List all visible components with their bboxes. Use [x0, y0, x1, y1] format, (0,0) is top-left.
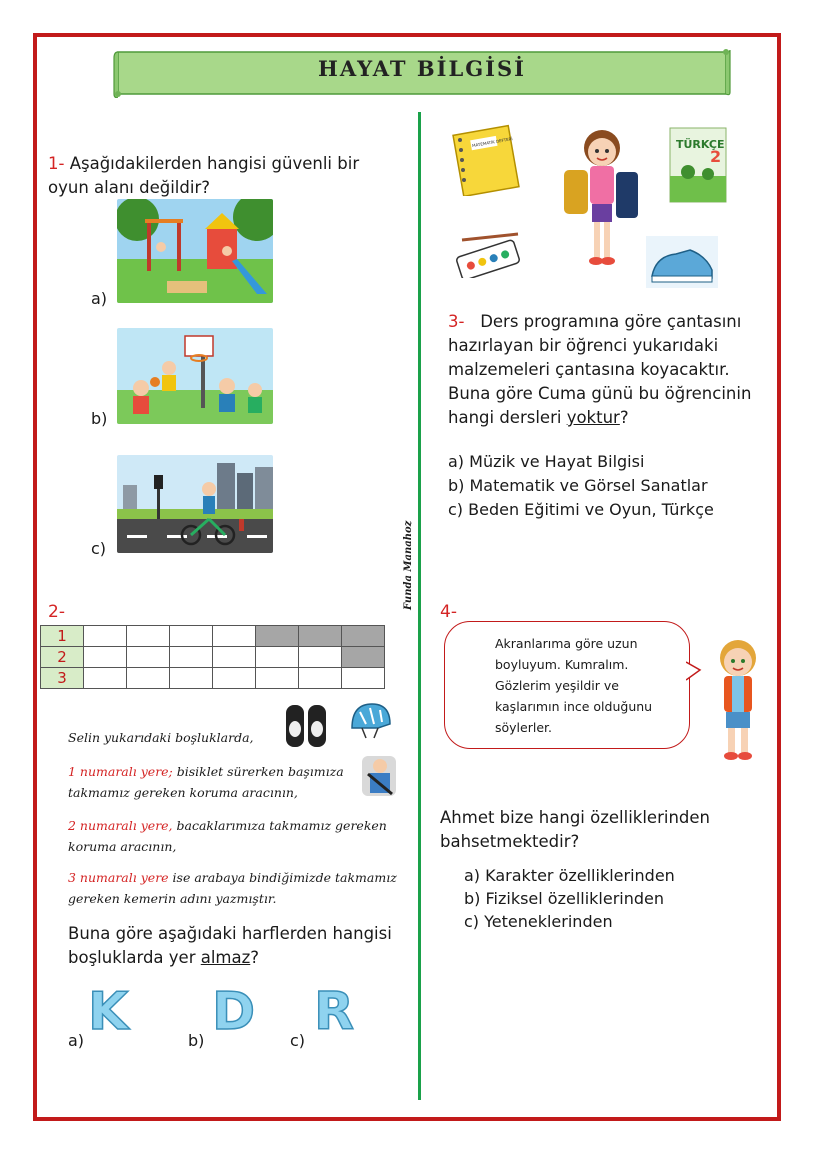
q3-text: Ders programına göre çantasını hazırlayan bir öğrenci yukarıdaki malzemeleri çantasına koyacaktır. Buna göre Cuma günü bu öğrencinin hangi dersleri: [448, 312, 752, 427]
q4-option-c[interactable]: c) Yeteneklerinden: [464, 912, 613, 931]
q3-option-b[interactable]: b) Matematik ve Görsel Sanatlar: [448, 476, 708, 495]
q2-question: [68, 922, 398, 970]
q4-options: [464, 864, 675, 933]
q2-option-b-label: b): [188, 1031, 205, 1050]
q2-item-1-text: bisiklet sürerken başımıza takmamız gereken koruma aracının,: [68, 764, 344, 800]
q2-option-c-label: c): [290, 1031, 306, 1050]
q2-item-3: [68, 867, 403, 909]
grid-cell[interactable]: [127, 668, 170, 689]
grid-cell[interactable]: [342, 668, 385, 689]
grid-cell[interactable]: [170, 668, 213, 689]
grid-cell[interactable]: [84, 668, 127, 689]
q2-item-1: [68, 761, 358, 803]
grid-cell-blocked: [342, 626, 385, 647]
seat-belt-icon: [356, 752, 402, 800]
page-title: HAYAT BİLGİSİ: [318, 56, 526, 81]
q3-option-a[interactable]: a) Müzik ve Hayat Bilgisi: [448, 452, 645, 471]
q2-option-b-letter: [212, 982, 256, 1042]
q2-item-2-label: 2 numaralı yere,: [68, 818, 173, 833]
playground-image: [117, 199, 273, 303]
grid-row-label: 1: [41, 626, 84, 647]
bike-helmet-icon: [348, 700, 392, 740]
q2-item-1-label: 1 numaralı yere;: [68, 764, 173, 779]
q1-question: [48, 152, 398, 200]
grid-cell[interactable]: [170, 626, 213, 647]
q3-question-mark: ?: [619, 408, 629, 427]
grid-cell[interactable]: [84, 647, 127, 668]
grid-cell-blocked: [256, 626, 299, 647]
grid-cell[interactable]: [213, 626, 256, 647]
q2-question-emphasis: almaz: [200, 948, 251, 967]
q4-option-a[interactable]: a) Karakter özelliklerinden: [464, 866, 675, 885]
speech-bubble-text: Akranlarıma göre uzun boyluyum. Kumralım. Gözlerim yeşildir ve kaşlarımın ince olduğunu söylerler.: [495, 636, 653, 735]
notebook-label: MATEMATİK DEFTERİ: [471, 136, 513, 149]
grid-cell[interactable]: [84, 626, 127, 647]
grid-cell-blocked: [299, 626, 342, 647]
q2-intro: Selin yukarıdaki boşluklarda,: [68, 730, 254, 745]
street-cycling-image: [117, 455, 273, 553]
grid-cell[interactable]: [299, 647, 342, 668]
letter-r: R: [314, 982, 355, 1042]
q1-number: 1-: [48, 154, 65, 173]
signature: Funda Manahoz: [403, 520, 414, 610]
q2-item-3-text: ise arabaya bindiğimizde takmamız gereken kemerin adını yazmıştır.: [68, 870, 397, 906]
turkish-book-image: [668, 126, 728, 204]
q2-item-2: [68, 815, 398, 857]
book-title: TÜRKÇE: [676, 138, 725, 151]
grid-row-2: [41, 647, 385, 668]
sneaker-image: [646, 236, 718, 288]
book-grade: 2: [710, 147, 722, 166]
grid-cell[interactable]: [256, 647, 299, 668]
paint-set-image: [452, 230, 524, 278]
q2-item-3-label: 3 numaralı yere: [68, 870, 169, 885]
grid-row-label: 3: [41, 668, 84, 689]
q4-question: Ahmet bize hangi özelliklerinden bahsetmektedir?: [440, 808, 710, 851]
speech-bubble-tail: [686, 660, 702, 682]
grid-cell[interactable]: [256, 668, 299, 689]
q4-option-b[interactable]: b) Fiziksel özelliklerinden: [464, 889, 665, 908]
q3-option-c[interactable]: c) Beden Eğitimi ve Oyun, Türkçe: [448, 500, 714, 519]
grid-cell[interactable]: [213, 647, 256, 668]
q2-question-text: Buna göre aşağıdaki harflerden hangisi boşluklarda yer: [68, 924, 392, 967]
q1-option-a-label: a): [91, 289, 108, 308]
boy-image: [706, 636, 770, 764]
q2-option-a-letter: [88, 982, 132, 1042]
q2-number: 2-: [48, 602, 65, 622]
grid-cell[interactable]: [170, 647, 213, 668]
q2-option-c-letter: [314, 982, 358, 1042]
q2-question-mark: ?: [250, 948, 260, 967]
q2-item-2-text: bacaklarımıza takmamız gereken koruma aracının,: [68, 818, 387, 854]
q1-text: Aşağıdakilerden hangisi güvenli bir oyun alanı değildir?: [48, 154, 360, 197]
q3-question: [448, 310, 766, 430]
q3-number: 3-: [448, 312, 465, 331]
q3-emphasis: yoktur: [566, 408, 620, 427]
q4-number: 4-: [440, 602, 457, 622]
student-girl-image: [560, 122, 644, 268]
grid-cell[interactable]: [127, 626, 170, 647]
q1-option-b-label: b): [91, 409, 108, 428]
q3-options: [448, 450, 714, 522]
grid-cell[interactable]: [127, 647, 170, 668]
grid-cell[interactable]: [299, 668, 342, 689]
grid-row-3: [41, 668, 385, 689]
q2-option-a-label: a): [68, 1031, 85, 1050]
knee-pads-icon: [284, 703, 328, 749]
letter-k: K: [88, 982, 129, 1042]
crossword-grid: [40, 625, 385, 689]
grid-cell[interactable]: [213, 668, 256, 689]
basketball-image: [117, 328, 273, 424]
notebook-image: [448, 124, 520, 196]
grid-cell-blocked: [342, 647, 385, 668]
grid-row-1: [41, 626, 385, 647]
letter-d: D: [212, 982, 256, 1042]
q1-option-c-label: c): [91, 539, 107, 558]
grid-row-label: 2: [41, 647, 84, 668]
